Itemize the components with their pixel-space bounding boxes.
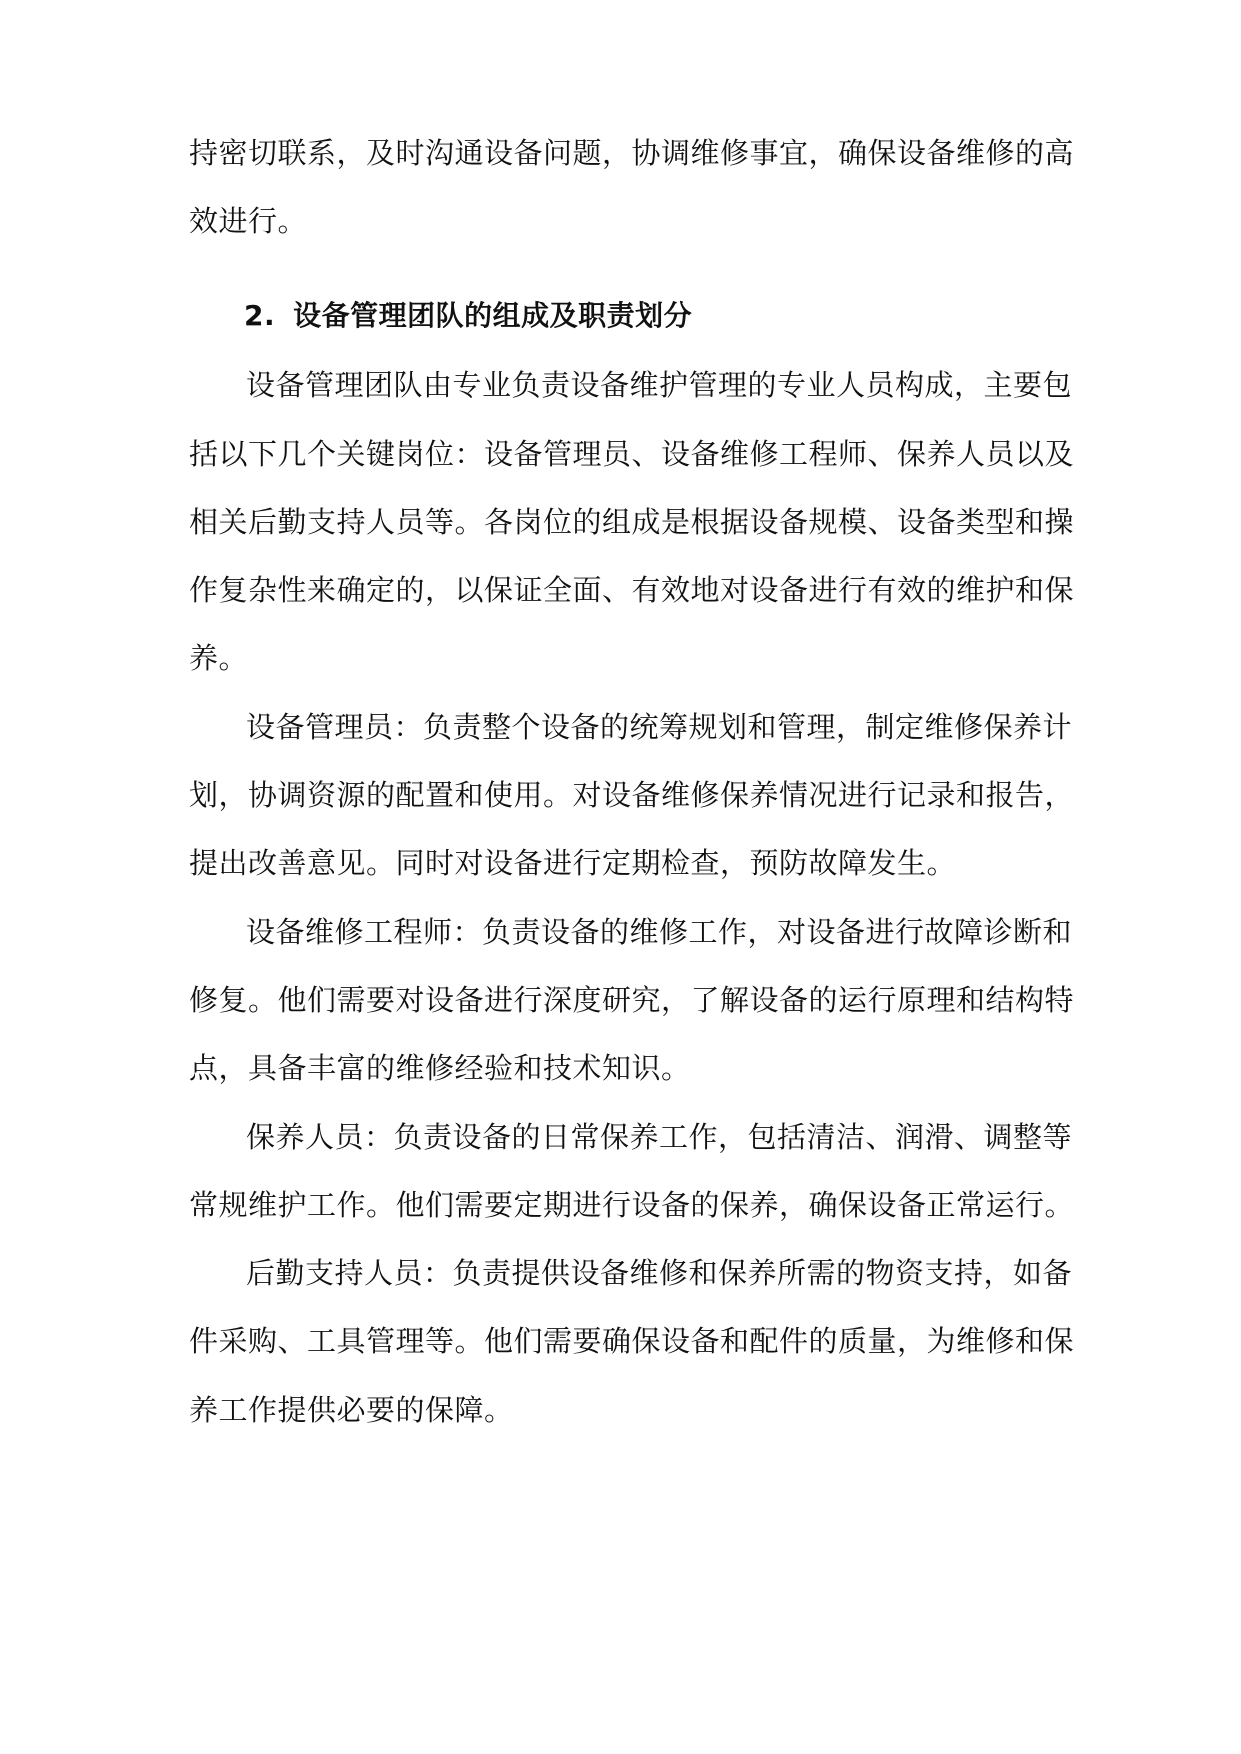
paragraph-line: 养。 [189,641,249,675]
paragraph-line: 常规维护工作。他们需要定期进行设备的保养，确保设备正常运行。 [189,1188,1075,1222]
paragraph-line: 件采购、工具管理等。他们需要确保设备和配件的质量，为维修和保 [189,1324,1075,1358]
paragraph-line: 设备管理员：负责整个设备的统筹规划和管理，制定维修保养计 [246,710,1073,744]
section-heading [244,298,692,334]
section-title: 设备管理团队的组成及职责划分 [293,299,693,332]
paragraph-line: 养工作提供必要的保障。 [189,1393,514,1427]
paragraph-line: 划，协调资源的配置和使用。对设备维修保养情况进行记录和报告， [189,778,1075,812]
intro-line: 效进行。 [189,204,308,238]
paragraph-line: 点，具备丰富的维修经验和技术知识。 [189,1051,691,1085]
paragraph-line: 修复。他们需要对设备进行深度研究，了解设备的运行原理和结构特 [189,983,1075,1017]
paragraph-line: 作复杂性来确定的，以保证全面、有效地对设备进行有效的维护和保 [189,573,1075,607]
section-number: 2. [244,299,276,332]
intro-line: 持密切联系，及时沟通设备问题，协调维修事宜，确保设备维修的高 [189,136,1075,170]
paragraph-line: 设备管理团队由专业负责设备维护管理的专业人员构成，主要包 [246,368,1073,402]
paragraph-line: 保养人员：负责设备的日常保养工作，包括清洁、润滑、调整等 [246,1120,1073,1154]
paragraph-line: 提出改善意见。同时对设备进行定期检查，预防故障发生。 [189,846,957,880]
paragraph-line: 后勤支持人员：负责提供设备维修和保养所需的物资支持，如备 [246,1256,1073,1290]
paragraph-line: 设备维修工程师：负责设备的维修工作，对设备进行故障诊断和 [246,915,1073,949]
paragraph-line: 括以下几个关键岗位：设备管理员、设备维修工程师、保养人员以及 [189,437,1075,471]
paragraph-line: 相关后勤支持人员等。各岗位的组成是根据设备规模、设备类型和操 [189,505,1075,539]
